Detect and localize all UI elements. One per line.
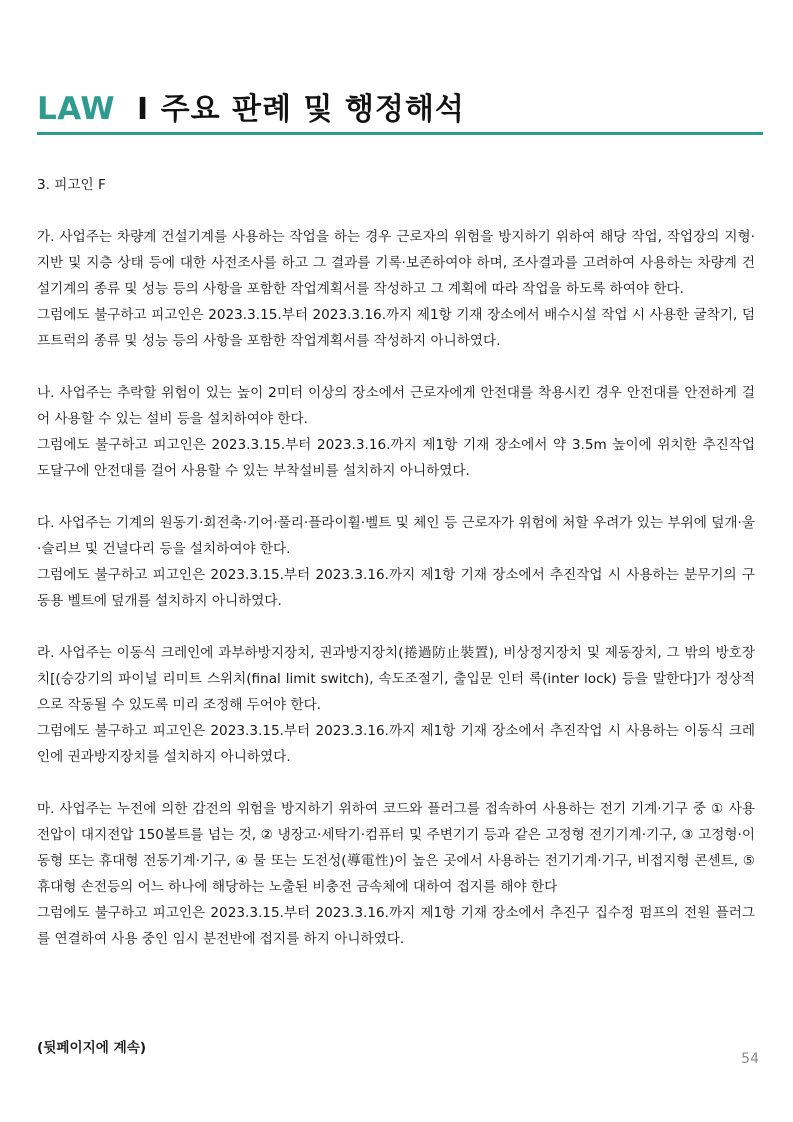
clause-duty: 다. 사업주는 기계의 원동기·회전축·기어·풀리·플라이휠·벨트 및 체인 등 근로자가 위험에 처할 우려가 있는 부위에 덮개·울·슬리브 및 건널다리 등을 설치하여야 한다. [37,515,755,557]
clause-violation: 그럼에도 불구하고 피고인은 2023.3.15.부터 2023.3.16.까지 제1항 기재 장소에서 추진구 집수정 펌프의 전원 플러그를 연결하여 사용 중인 임시 분전반에 접지를 하지 아니하였다. [37,905,755,947]
spacer [37,614,755,640]
spacer [37,198,755,224]
clause-ra [37,640,755,770]
document-body [37,172,755,952]
spacer [37,770,755,796]
clause-duty: 라. 사업주는 이동식 크레인에 과부하방지장치, 권과방지장치(捲過防止裝置), 비상정지장치 및 제동장치, 그 밖의 방호장치[(승강기의 파이널 리미트 스위치(final limit switch), 속도조절기, 출입문 인터 록(inter lock) 등을 말한다]가 정상적으로 작동될 수 있도록 미리 조정해 두어야 한다. [37,645,755,713]
section-title: 3. 피고인 F [37,177,106,193]
continued-note: (뒷페이지에 계속) [37,1040,147,1056]
page-header [37,84,761,132]
spacer [37,354,755,380]
clause-violation: 그럼에도 불구하고 피고인은 2023.3.15.부터 2023.3.16.까지 제1항 기재 장소에서 약 3.5m 높이에 위치한 추진작업 도달구에 안전대를 걸어 사용할 수 있는 부착설비를 설치하지 아니하였다. [37,437,755,479]
clause-duty: 나. 사업주는 추락할 위험이 있는 높이 2미터 이상의 장소에서 근로자에게 안전대를 착용시킨 경우 안전대를 안전하게 걸어 사용할 수 있는 설비 등을 설치하여야 한다. [37,385,755,427]
clause-da [37,510,755,614]
clause-na [37,380,755,484]
clause-violation: 그럼에도 불구하고 피고인은 2023.3.15.부터 2023.3.16.까지 제1항 기재 장소에서 추진작업 시 사용하는 분무기의 구동용 벨트에 덮개를 설치하지 아니하였다. [37,567,755,609]
clause-duty: 마. 사업주는 누전에 의한 감전의 위험을 방지하기 위하여 코드와 플러그를 접속하여 사용하는 전기 기계·기구 중 ① 사용전압이 대지전압 150볼트를 넘는 것, ② 냉장고·세탁기·컴퓨터 및 주변기기 등과 같은 고정형 전기기계·기구, ③ 고정형·이동형 또는 휴대형 전동기계·기구, ④ 물 또는 도전성(導電性)이 높은 곳에서 사용하는 전기기계·기구, 비접지형 콘센트, ⑤ 휴대형 손전등의 어느 하나에 해당하는 노출된 비충전 금속체에 대하여 접지를 해야 한다 [37,801,755,895]
clause-ga [37,224,755,354]
spacer [37,484,755,510]
clause-duty: 가. 사업주는 차량계 건설기계를 사용하는 작업을 하는 경우 근로자의 위험을 방지하기 위하여 해당 작업, 작업장의 지형·지반 및 지층 상태 등에 대한 사전조사를 하고 그 결과를 기록·보존하여야 하며, 조사결과를 고려하여 사용하는 차량계 건설기계의 종류 및 성능 등의 사항을 포함한 작업계획서를 작성하고 그 계획에 따라 작업을 하도록 하여야 한다. [37,229,755,297]
page-title: I 주요 판례 및 행정해석 [137,92,465,127]
header-divider [37,132,763,135]
law-label: LAW [37,91,116,127]
clause-ma [37,796,755,952]
clause-violation: 그럼에도 불구하고 피고인은 2023.3.15.부터 2023.3.16.까지 제1항 기재 장소에서 배수시설 작업 시 사용한 굴착기, 덤프트럭의 종류 및 성능 등의 사항을 포함한 작업계획서를 작성하지 아니하였다. [37,307,755,349]
clause-violation: 그럼에도 불구하고 피고인은 2023.3.15.부터 2023.3.16.까지 제1항 기재 장소에서 추진작업 시 사용하는 이동식 크레인에 권과방지장치를 설치하지 아니하였다. [37,723,755,765]
page-number: 54 [741,1051,759,1067]
